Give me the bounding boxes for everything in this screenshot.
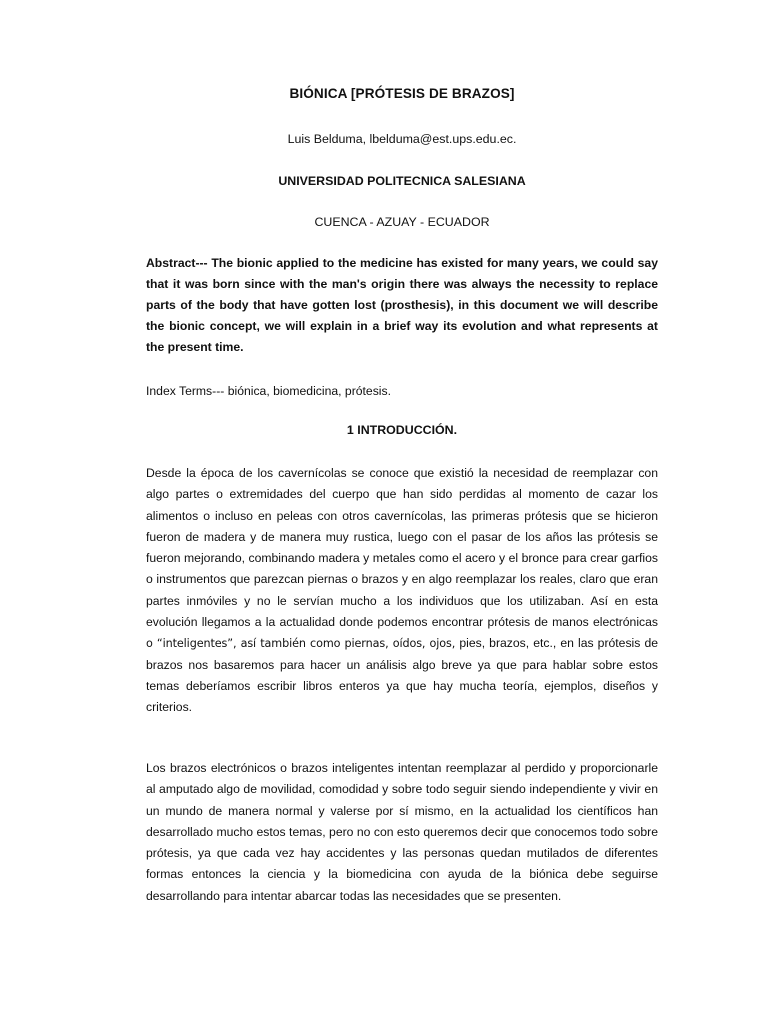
paper-title: BIÓNICA [PRÓTESIS DE BRAZOS] [289, 86, 515, 101]
intro-paragraph-1 [146, 463, 658, 719]
intro-paragraph-1-part-1: Desde la época de los cavernícolas se conoce que existió la necesidad de reemplazar con algo partes o extremidades del cuerpo que han sido perdidas al momento de cazar los alimentos o incluso en peleas con otros cavernícolas, las primeras prótesis que se hicieron fueron de madera y de manera muy rustica, luego con el pasar de los años las prótesis se fueron mejorando, combinando madera y metales como el acero y el bronce para crear garfios o instrumentos que parezcan piernas o brazos y en algo reemplazar los reales, claro que eran partes inmóviles y no le servían mucho a los individuos que los utilizaban. Así en esta evolución llegamos a la actualidad donde podemos encontrar prótesis de manos electrónicas [146, 466, 658, 630]
location-line: CUENCA - AZUAY - ECUADOR [314, 215, 490, 229]
section-heading: 1 INTRODUCCIÓN. [346, 423, 458, 437]
university-name: UNIVERSIDAD POLITECNICA SALESIANA [278, 174, 526, 188]
abstract-paragraph: Abstract--- The bionic applied to the medicine has existed for many years, we could say that it was born since with the man's origin there was always the necessity to replace parts of the body that have gotten lost (prosthesis), in this document we will describe the bionic concept, we will explain in a brief way its evolution and what represents at the present time. [146, 256, 658, 354]
intro-paragraph-2: Los brazos electrónicos o brazos inteligentes intentan reemplazar al perdido y proporcionarle al amputado algo de movilidad, comodidad y sobre todo seguir siendo independiente y vivir en un mundo de manera normal y valerse por sí mismo, en la actualidad los científicos han desarrollado mucho estos temas, pero no con esto queremos decir que conocemos todo sobre prótesis, ya que cada vez hay accidentes y las personas quedan mutilados de diferentes formas entonces la ciencia y la biomedicina con ayuda de la biónica debe seguirse desarrollando para intentar abarcar todas las necesidades que se presenten. [146, 761, 658, 903]
author-line: Luis Belduma, lbelduma@est.ups.edu.ec. [287, 132, 517, 146]
intro-paragraph-1-part-3: pies, brazos, etc., en las prótesis de brazos nos basaremos para hacer un análisis algo breve ya que para hablar sobre estos temas deberíamos escribir libros enteros ya que hay mucha teoría, ejemplos, diseños y criterios. [146, 636, 659, 715]
intro-paragraph-1-part-2: o “inteligentes”, así también como piernas, oídos, ojos, [146, 637, 456, 651]
index-terms: Index Terms--- biónica, biomedicina, prótesis. [146, 384, 391, 398]
